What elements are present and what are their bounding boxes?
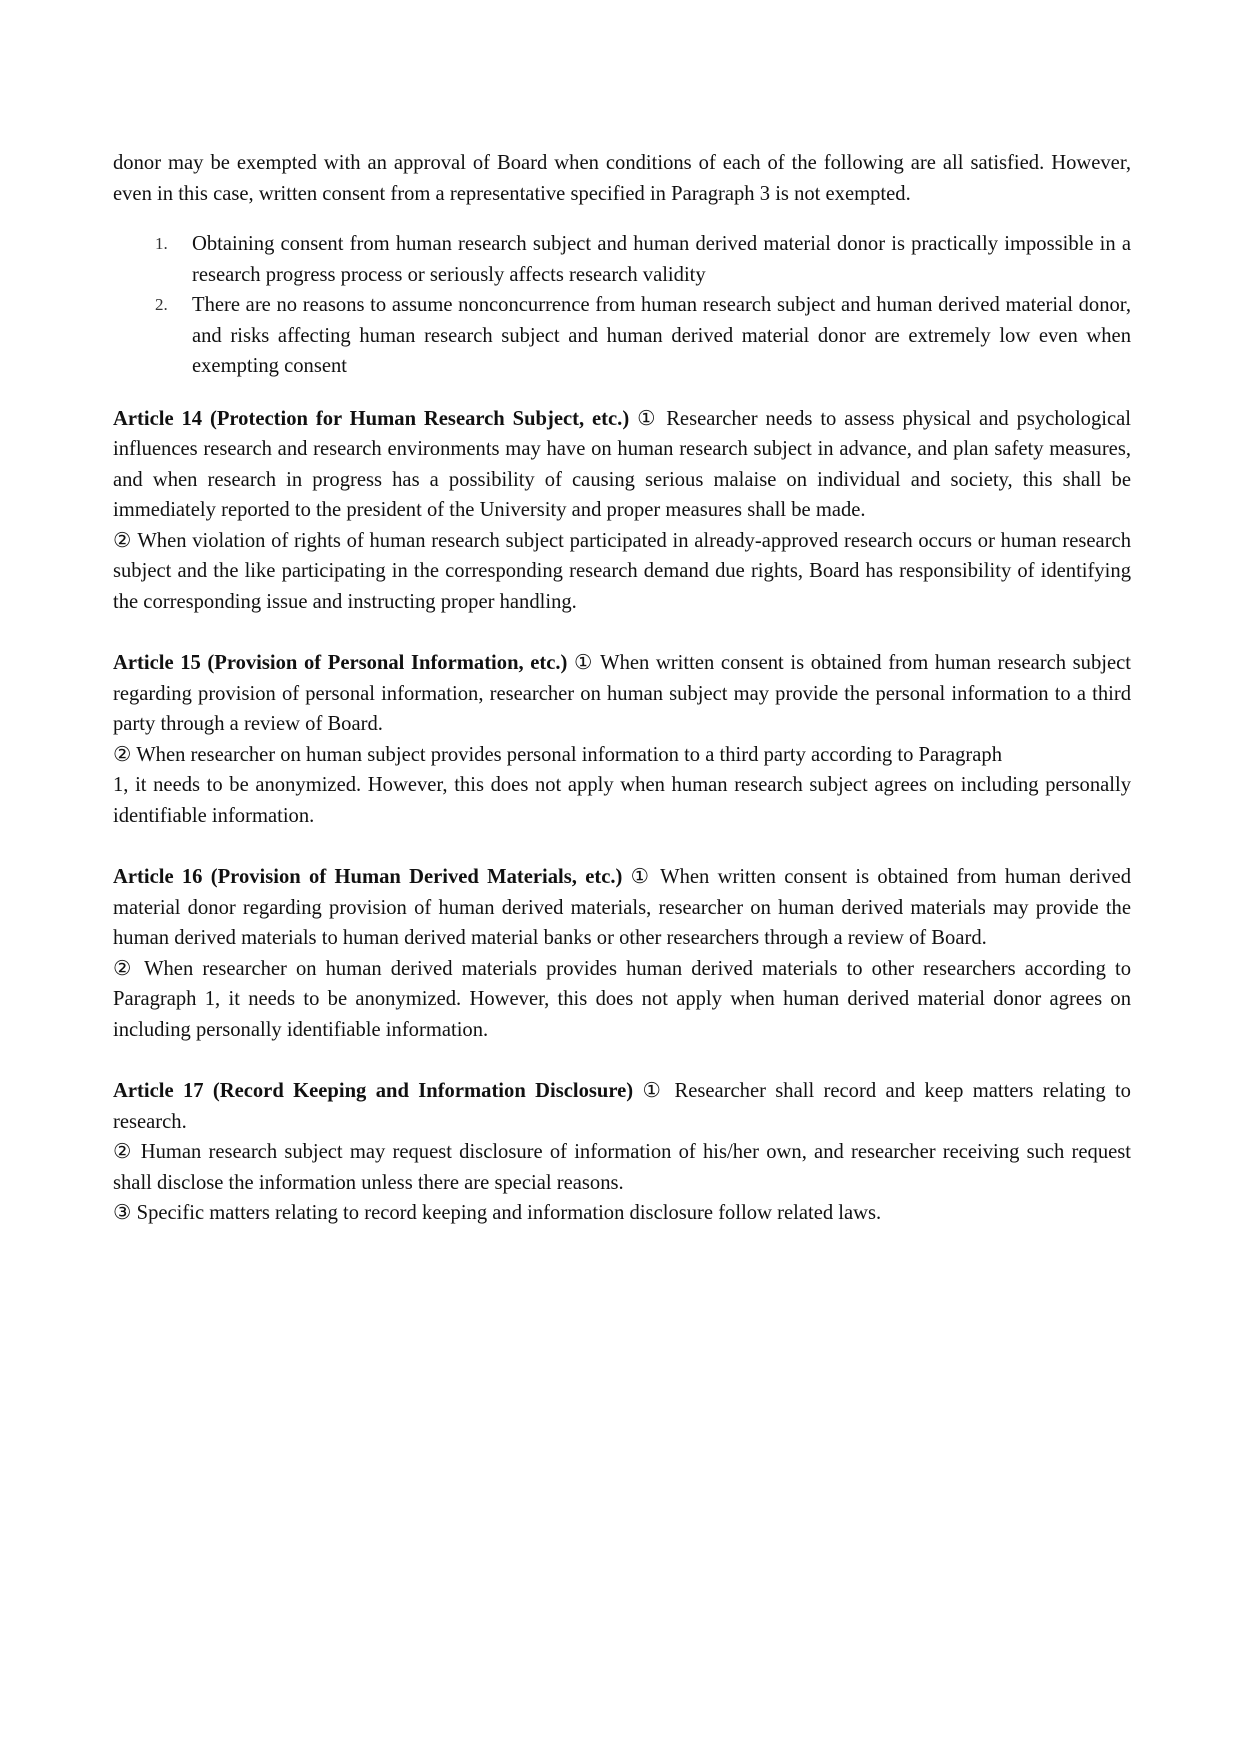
article-title: Article 17 (Record Keeping and Information Disclosure) xyxy=(113,1080,634,1102)
article-17 xyxy=(113,1076,1131,1229)
article-title: Article 16 (Provision of Human Derived Materials, etc.) xyxy=(113,866,623,888)
article-paragraph: ② When researcher on human derived materials provides human derived materials to other researchers according to Paragraph 1, it needs to be anonymized. However, this does not apply when human derived material donor agrees on including personally identifiable information. xyxy=(113,957,1131,1041)
article-14 xyxy=(113,404,1131,618)
article-title: Article 15 (Provision of Personal Information, etc.) xyxy=(113,652,568,674)
condition-number: 2. xyxy=(155,295,168,314)
condition-text: Obtaining consent from human research subject and human derived material donor is practically impossible in a research progress process or seriously affects research validity xyxy=(192,233,1131,286)
article-paragraph: 1, it needs to be anonymized. However, this does not apply when human research subject agrees on including personally identifiable information. xyxy=(113,774,1131,827)
paragraph-text: ① Researcher shall record and keep matters relating to research. xyxy=(113,1080,1131,1133)
article-16 xyxy=(113,862,1131,1045)
condition-number: 1. xyxy=(155,234,168,253)
condition-item xyxy=(113,290,1131,382)
article-paragraph xyxy=(113,862,1131,954)
article-paragraph xyxy=(113,404,1131,526)
article-paragraph xyxy=(113,1076,1131,1137)
article-15 xyxy=(113,648,1131,831)
condition-text: There are no reasons to assume nonconcurrence from human research subject and human derived material donor, and risks affecting human research subject and human derived material donor are extremely low even when exempting consent xyxy=(192,294,1131,377)
article-paragraph: ② When violation of rights of human research subject participated in already-approved research occurs or human research subject and the like participating in the corresponding research demand due rights, Board has responsibility of identifying the corresponding issue and instructing proper handling. xyxy=(113,529,1131,613)
article-title: Article 14 (Protection for Human Research Subject, etc.) xyxy=(113,407,630,430)
paragraph-text: ① When written consent is obtained from human derived material donor regarding provision of human derived materials, researcher on human derived materials may provide the human derived materials to human derived material banks or other researchers through a review of Board. xyxy=(113,866,1131,949)
article-paragraph xyxy=(113,648,1131,740)
condition-item xyxy=(113,229,1131,290)
intro-paragraph: donor may be exempted with an approval of Board when conditions of each of the following are all satisfied. However, even in this case, written consent from a representative specified in Paragraph 3 is not exempted. xyxy=(113,152,1131,205)
paragraph-text: ① When written consent is obtained from human research subject regarding provision of personal information, researcher on human subject may provide the personal information to a third party through a review of Board. xyxy=(113,652,1131,735)
article-paragraph: ② When researcher on human subject provides personal information to a third party according to Paragraph xyxy=(113,743,1003,766)
article-paragraph: ③ Specific matters relating to record keeping and information disclosure follow related laws. xyxy=(113,1202,882,1224)
paragraph-text: ① Researcher needs to assess physical and psychological influences research and research environments may have on human research subject in advance, and plan safety measures, and when research in progress has a possibility of causing serious malaise on individual and society, this shall be immediately reported to the president of the University and proper measures shall be made. xyxy=(113,407,1131,521)
conditions-list xyxy=(113,229,1131,382)
document-page xyxy=(113,148,1131,1260)
article-paragraph: ② Human research subject may request disclosure of information of his/her own, and researcher receiving such request shall disclose the information unless there are special reasons. xyxy=(113,1141,1131,1194)
